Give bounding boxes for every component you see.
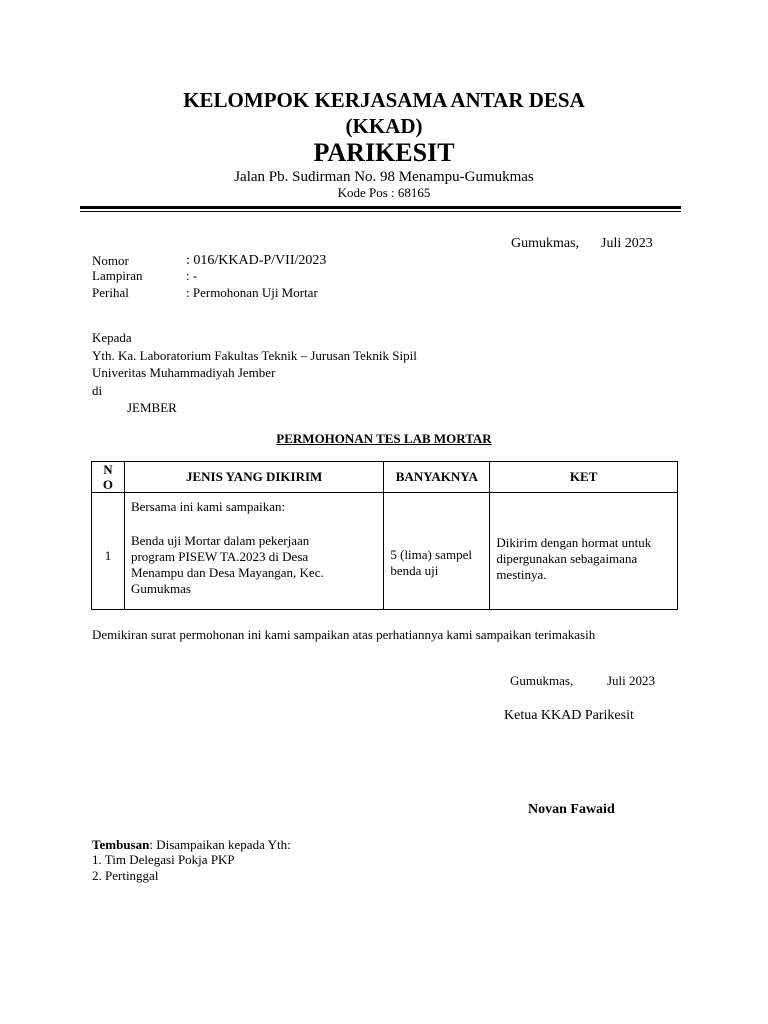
closing-text: Demikiran surat permohonan ini kami sampaikan atas perhatiannya kami sampaikan terimakasih [92, 627, 596, 642]
cell-ket [490, 493, 678, 610]
meta-value-lampiran: : - [186, 268, 198, 283]
cell-jenis-line: Benda uji Mortar dalam pekerjaan [130, 533, 310, 548]
meta-value-nomor: : 016/KKAD-P/VII/2023 [186, 253, 327, 268]
tembusan-heading [92, 837, 291, 853]
org-postal-code: Kode Pos : 68165 [337, 185, 431, 200]
signatory-title: Ketua KKAD Parikesit [504, 708, 634, 723]
recipient-di: di [92, 383, 103, 398]
meta-label-perihal: Perihal [92, 285, 129, 300]
table-row [92, 493, 678, 610]
recipient-kepada: Kepada [92, 330, 132, 345]
header-jenis: JENIS YANG DIKIRIM [124, 462, 383, 493]
recipient-line1: Yth. Ka. Laboratorium Fakultas Teknik – Jurusan Teknik Sipil [92, 348, 417, 363]
date-bottom: Juli 2023 [607, 673, 656, 688]
cell-banyaknya [384, 493, 490, 610]
request-table [91, 461, 678, 610]
cell-ket-line: Dikirim dengan hormat untuk [496, 535, 652, 550]
org-name: PARIKESIT [313, 138, 455, 167]
date-top: Juli 2023 [601, 236, 653, 251]
cell-jenis-line: Menampu dan Desa Mayangan, Kec. [130, 565, 324, 580]
section-title: PERMOHONAN TES LAB MORTAR [276, 431, 492, 446]
recipient-line2: Univeritas Muhammadiyah Jember [92, 365, 276, 380]
org-name-line1: KELOMPOK KERJASAMA ANTAR DESA [183, 88, 585, 112]
table-header-row [92, 462, 678, 493]
tembusan-item: 2. Pertinggal [92, 868, 159, 883]
letterhead-divider-thin [80, 211, 681, 212]
tembusan-rest: : Disampaikan kepada Yth: [149, 837, 291, 852]
meta-label-nomor: Nomor [92, 253, 129, 268]
date-place-top: Gumukmas, [511, 236, 580, 251]
cell-jenis [124, 493, 383, 610]
signatory-name: Novan Fawaid [528, 802, 615, 817]
header-ket: KET [490, 462, 678, 493]
meta-label-lampiran: Lampiran [92, 268, 143, 283]
org-address: Jalan Pb. Sudirman No. 98 Menampu-Gumukmas [234, 169, 534, 185]
tembusan-item: 1. Tim Delegasi Pokja PKP [92, 852, 235, 867]
cell-no: 1 [92, 493, 125, 610]
letterhead-divider-thick [80, 206, 681, 209]
org-name-line2: (KKAD) [345, 114, 423, 138]
meta-value-perihal: : Permohonan Uji Mortar [186, 285, 318, 300]
cell-jenis-intro: Bersama ini kami sampaikan: [130, 499, 286, 514]
cell-ket-line: dipergunakan sebagaimana [496, 551, 638, 566]
date-place-bottom: Gumukmas, [510, 673, 574, 688]
cell-jenis-line: program PISEW TA.2023 di Desa [130, 549, 309, 564]
header-no-top: N [103, 462, 113, 477]
cell-jenis-line: Gumukmas [130, 581, 191, 596]
cell-ket-line: mestinya. [496, 567, 547, 582]
recipient-city: JEMBER [127, 400, 177, 415]
header-banyaknya: BANYAKNYA [384, 462, 490, 493]
cell-qty-line: 5 (lima) sampel [390, 547, 472, 562]
tembusan-label: Tembusan [92, 837, 150, 852]
header-no [92, 462, 125, 493]
cell-qty-line: benda uji [390, 563, 439, 578]
header-no-bottom: O [102, 477, 114, 492]
